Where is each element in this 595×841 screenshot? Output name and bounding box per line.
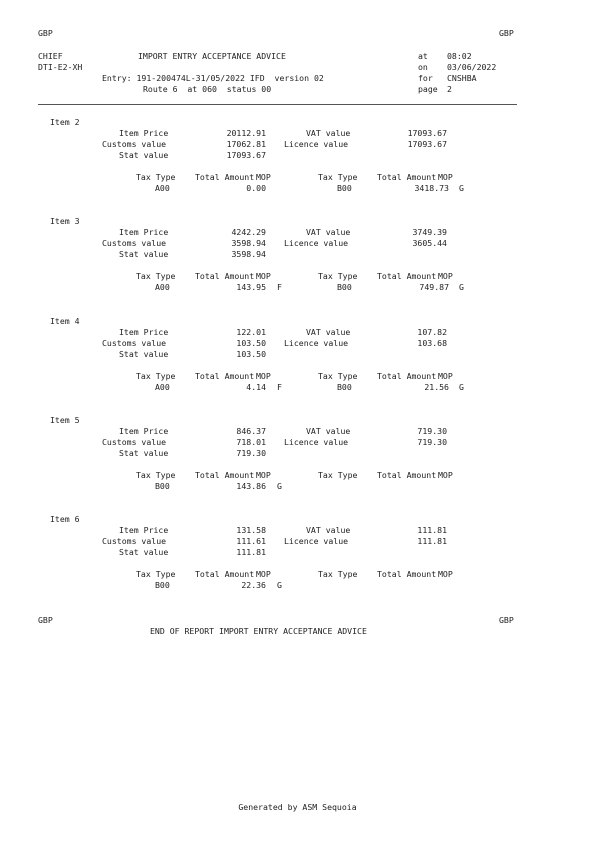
mop-value: G [459,282,464,292]
vat-value: 111.81 [417,525,447,535]
licence-value-label: Licence value [284,536,349,546]
report-title: IMPORT ENTRY ACCEPTANCE ADVICE [138,51,286,61]
licence-value: 17093.67 [407,139,447,149]
customs-value-label: Customs value [102,238,167,248]
mop-value: G [459,183,464,193]
item-price-label: Item Price [119,227,169,237]
tax-amount-value: 143.95 [236,282,266,292]
mop-header: MOP [438,271,453,281]
header-divider [38,104,517,105]
item-block [0,216,595,306]
total-amount-header: Total Amount [195,271,255,281]
tax-type-value: A00 [155,382,170,392]
vat-value-label: VAT value [306,327,351,337]
tax-amount-value: 22.36 [241,580,266,590]
customs-value: 3598.94 [231,238,266,248]
mop-value: F [277,282,282,292]
stat-value: 3598.94 [231,249,266,259]
for-label: for [418,73,433,83]
at-label: at [418,51,428,61]
currency-bottom-left: GBP [38,615,53,625]
tax-type-header: Tax Type [136,271,176,281]
mop-header: MOP [256,569,271,579]
on-label: on [418,62,428,72]
total-amount-header: Total Amount [195,470,255,480]
tax-type-header: Tax Type [136,569,176,579]
item-price-value: 4242.29 [231,227,266,237]
item-price-value: 122.01 [236,327,266,337]
licence-value-label: Licence value [284,238,349,248]
dti-code: DTI-E2-XH [38,62,83,72]
customs-value: 111.61 [236,536,266,546]
item-block [0,514,595,604]
total-amount-header: Total Amount [195,172,255,182]
item-price-label: Item Price [119,525,169,535]
mop-header: MOP [438,172,453,182]
stat-value: 17093.67 [226,150,266,160]
item-block [0,117,595,207]
tax-amount-value: 4.14 [246,382,266,392]
customs-value-label: Customs value [102,437,167,447]
system-name: CHIEF [38,51,63,61]
total-amount-header: Total Amount [377,371,437,381]
report-date: 03/06/2022 [447,62,497,72]
vat-value: 719.30 [417,426,447,436]
tax-type-value: A00 [155,183,170,193]
item-name: Item 6 [50,514,80,524]
total-amount-header: Total Amount [377,470,437,480]
tax-type-header: Tax Type [136,371,176,381]
item-price-value: 131.58 [236,525,266,535]
tax-amount-value: 749.87 [419,282,449,292]
tax-type-header: Tax Type [318,569,358,579]
vat-value-label: VAT value [306,525,351,535]
licence-value: 103.68 [417,338,447,348]
stat-value-label: Stat value [119,448,169,458]
licence-value-label: Licence value [284,437,349,447]
item-block [0,415,595,505]
item-name: Item 5 [50,415,80,425]
licence-value: 719.30 [417,437,447,447]
tax-amount-value: 21.56 [424,382,449,392]
tax-type-value: B00 [337,382,352,392]
mop-header: MOP [438,371,453,381]
tax-amount-value: 143.86 [236,481,266,491]
mop-header: MOP [256,371,271,381]
customs-value-label: Customs value [102,536,167,546]
customs-value-label: Customs value [102,338,167,348]
item-name: Item 4 [50,316,80,326]
customs-value-label: Customs value [102,139,167,149]
vat-value: 3749.39 [412,227,447,237]
customs-value: 718.01 [236,437,266,447]
vat-value-label: VAT value [306,227,351,237]
mop-header: MOP [256,271,271,281]
tax-type-header: Tax Type [318,470,358,480]
tax-type-header: Tax Type [318,271,358,281]
licence-value-label: Licence value [284,139,349,149]
stat-value: 719.30 [236,448,266,458]
tax-type-value: B00 [155,481,170,491]
total-amount-header: Total Amount [195,371,255,381]
mop-header: MOP [438,470,453,480]
vat-value-label: VAT value [306,426,351,436]
stat-value-label: Stat value [119,249,169,259]
tax-amount-value: 3418.73 [414,183,449,193]
stat-value-label: Stat value [119,547,169,557]
tax-type-value: B00 [155,580,170,590]
for-value: CNSHBA [447,73,477,83]
item-name: Item 3 [50,216,80,226]
tax-type-header: Tax Type [136,470,176,480]
mop-header: MOP [438,569,453,579]
page-number: 2 [447,84,452,94]
total-amount-header: Total Amount [377,569,437,579]
customs-value: 103.50 [236,338,266,348]
stat-value-label: Stat value [119,150,169,160]
generated-by: Generated by ASM Sequoia [238,802,357,812]
item-block [0,316,595,406]
item-price-label: Item Price [119,128,169,138]
mop-value: G [277,580,282,590]
item-price-value: 20112.91 [226,128,266,138]
entry-line: Entry: 191-200474L-31/05/2022 IFD version 02 [102,73,324,83]
total-amount-header: Total Amount [377,271,437,281]
customs-value: 17062.81 [226,139,266,149]
tax-type-header: Tax Type [318,371,358,381]
tax-type-value: B00 [337,282,352,292]
item-price-label: Item Price [119,327,169,337]
currency-top-right: GBP [499,28,514,38]
vat-value-label: VAT value [306,128,351,138]
mop-value: G [459,382,464,392]
licence-value-label: Licence value [284,338,349,348]
tax-type-header: Tax Type [318,172,358,182]
route-line: Route 6 at 060 status 00 [143,84,272,94]
tax-type-header: Tax Type [136,172,176,182]
vat-value: 107.82 [417,327,447,337]
item-price-label: Item Price [119,426,169,436]
licence-value: 111.81 [417,536,447,546]
mop-header: MOP [256,172,271,182]
item-name: Item 2 [50,117,80,127]
page-label: page [418,84,438,94]
mop-value: G [277,481,282,491]
tax-type-value: B00 [337,183,352,193]
currency-top-left: GBP [38,28,53,38]
vat-value: 17093.67 [407,128,447,138]
mop-value: F [277,382,282,392]
item-price-value: 846.37 [236,426,266,436]
currency-bottom-right: GBP [499,615,514,625]
mop-header: MOP [256,470,271,480]
total-amount-header: Total Amount [377,172,437,182]
end-of-report: END OF REPORT IMPORT ENTRY ACCEPTANCE ADVICE [150,626,367,636]
stat-value-label: Stat value [119,349,169,359]
stat-value: 111.81 [236,547,266,557]
tax-type-value: A00 [155,282,170,292]
stat-value: 103.50 [236,349,266,359]
report-time: 08:02 [447,51,472,61]
tax-amount-value: 0.00 [246,183,266,193]
total-amount-header: Total Amount [195,569,255,579]
licence-value: 3605.44 [412,238,447,248]
